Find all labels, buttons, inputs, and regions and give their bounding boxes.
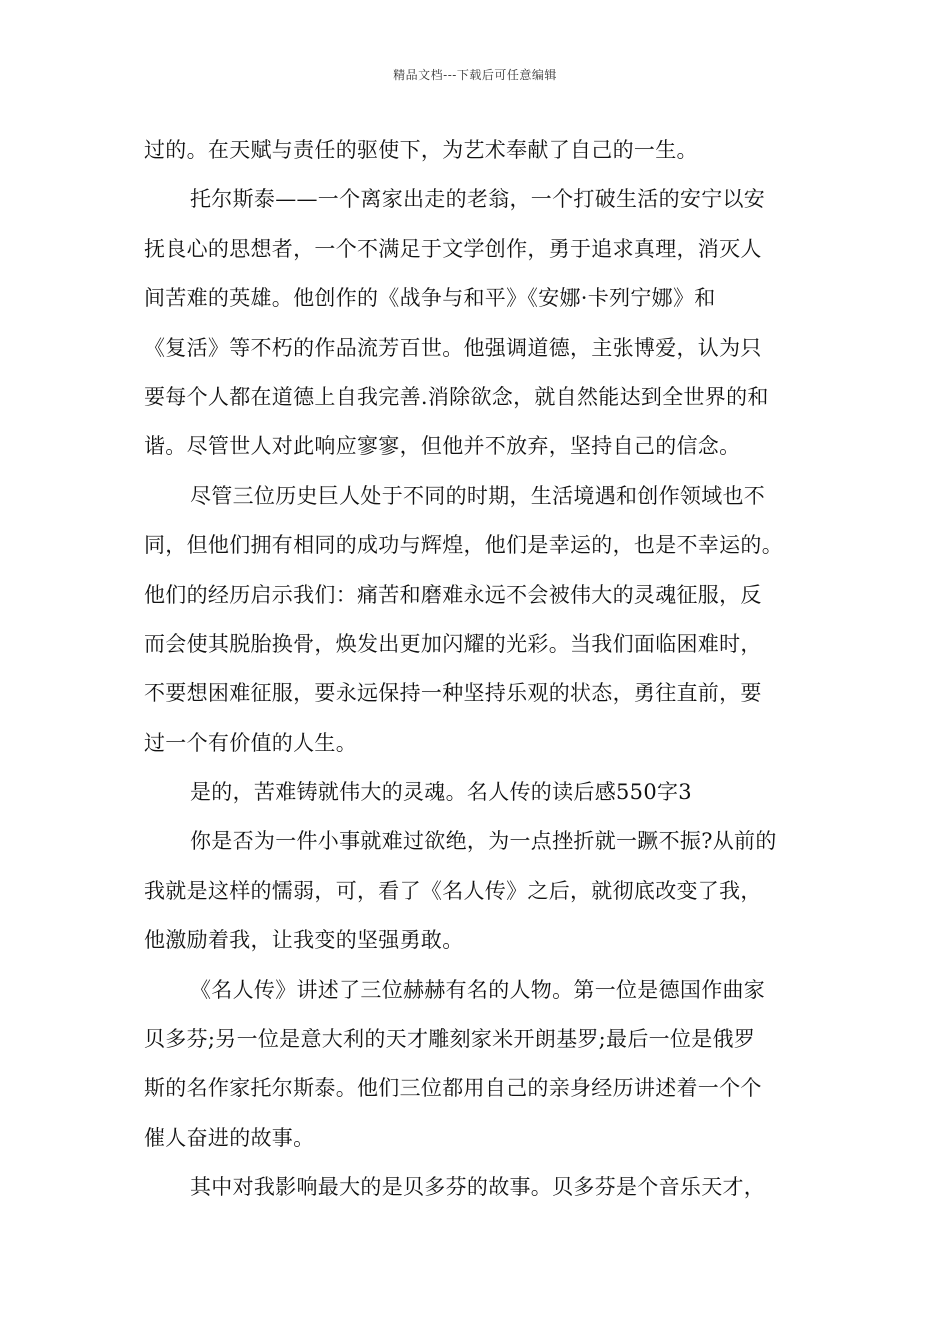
text-line: 你是否为一件小事就难过欲绝，为一点挫折就一蹶不振?从前的 <box>190 829 777 854</box>
page-header: 精品文档---下载后可任意编辑 <box>393 68 557 82</box>
text-line: 催人奋进的故事。 <box>144 1125 315 1150</box>
text-line: 《名人传》讲述了三位赫赫有名的人物。第一位是德国作曲家 <box>190 977 766 1002</box>
text-line: 他激励着我，让我变的坚强勇敢。 <box>144 928 464 953</box>
text-line: 贝多芬;另一位是意大利的天才雕刻家米开朗基罗;最后一位是俄罗 <box>144 1027 756 1052</box>
text-line: 而会使其脱胎换骨，焕发出更加闪耀的光彩。当我们面临困难时， <box>144 631 762 656</box>
text-line: 其中对我影响最大的是贝多芬的故事。贝多芬是个音乐天才， <box>190 1175 766 1200</box>
text-line: 不要想困难征服，要永远保持一种坚持乐观的状态，勇往直前，要 <box>144 681 762 706</box>
text-line: 是的，苦难铸就伟大的灵魂。名人传的读后感550字3 <box>190 780 692 805</box>
text-line: 抚良心的思想者，一个不满足于文学创作，勇于追求真理，消灭人 <box>144 236 762 261</box>
text-line: 他们的经历启示我们：痛苦和磨难永远不会被伟大的灵魂征服，反 <box>144 582 762 607</box>
text-line: 《复活》等不朽的作品流芳百世。他强调道德，主张博爱，认为只 <box>144 335 762 360</box>
text-line: 间苦难的英雄。他创作的《战争与和平》《安娜·卡列宁娜》和 <box>144 286 716 311</box>
text-line: 过一个有价值的人生。 <box>144 730 357 755</box>
text-line: 尽管三位历史巨人处于不同的时期，生活境遇和创作领域也不 <box>190 483 766 508</box>
text-line: 托尔斯泰——一个离家出走的老翁，一个打破生活的安宁以安 <box>190 187 766 212</box>
text-line: 过的。在天赋与责任的驱使下，为艺术奉献了自己的一生。 <box>144 138 698 162</box>
document-body <box>144 126 809 1213</box>
text-line: 斯的名作家托尔斯泰。他们三位都用自己的亲身经历讲述着一个个 <box>144 1076 762 1101</box>
text-line: 同，但他们拥有相同的成功与辉煌，他们是幸运的，也是不幸运的。 <box>144 533 783 558</box>
text-line: 谐。尽管世人对此响应寥寥，但他并不放弃，坚持自己的信念。 <box>144 434 741 459</box>
text-line: 要每个人都在道德上自我完善.消除欲念，就自然能达到全世界的和 <box>144 384 769 409</box>
text-line: 我就是这样的懦弱，可，看了《名人传》之后，就彻底改变了我， <box>144 878 762 903</box>
